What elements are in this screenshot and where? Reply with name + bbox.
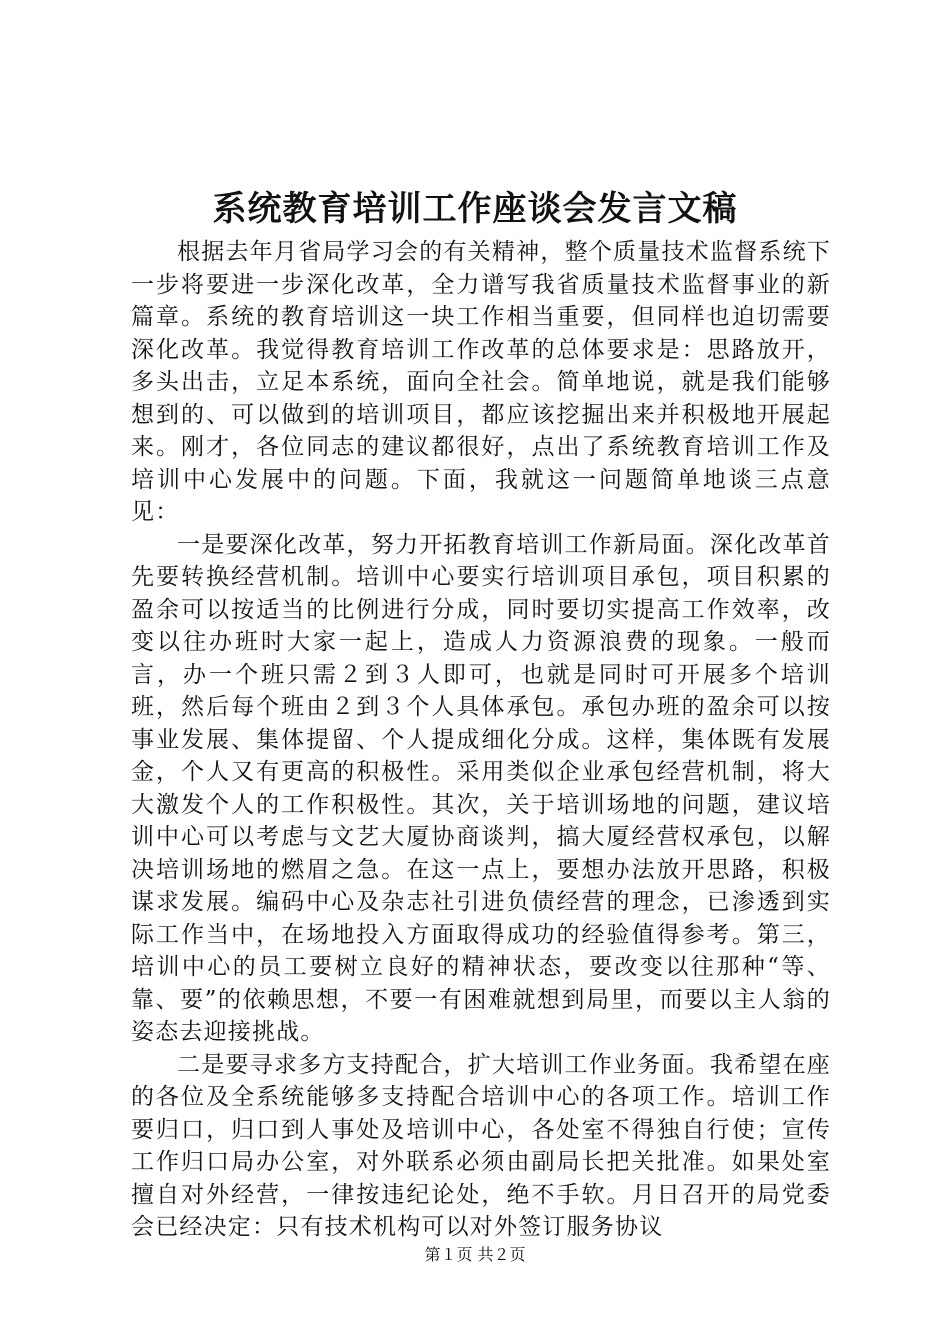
paragraph-intro: 根据去年月省局学习会的有关精神，整个质量技术监督系统下一步将要进一步深化改革，全力谱写我省质量技术监督事业的新篇章。系统的教育培训这一块工作相当重要，但同样也迫切需要深化改革。我觉得教育培训工作改革的总体要求是：思路放开，多头出击，立足本系统，面向全社会。简单地说，就是我们能够想到的、可以做到的培训项目，都应该挖掘出来并积极地开展起来。刚才，各位同志的建议都很好，点出了系统教育培训工作及培训中心发展中的问题。下面，我就这一问题简单地谈三点意见： [131,239,831,525]
paragraph-point-two: 二是要寻求多方支持配合，扩大培训工作业务面。我希望在座的各位及全系统能够多支持配合培训中心的各项工作。培训工作要归口，归口到人事处及培训中心，各处室不得独自行使；宣传工作归口局办公室，对外联系必须由副局长把关批准。如果处室擅自对外经营，一律按违纪论处，绝不手软。月日召开的局党委会已经决定：只有技术机构可以对外签订服务协议 [131,1051,831,1240]
paragraph-point-one: 一是要深化改革，努力开拓教育培训工作新局面。深化改革首先要转换经营机制。培训中心要实行培训项目承包，项目积累的盈余可以按适当的比例进行分成，同时要切实提高工作效率，改变以往办班时大家一起上，造成人力资源浪费的现象。一般而言，办一个班只需２到３人即可，也就是同时可开展多个培训班，然后每个班由２到３个人具体承包。承包办班的盈余可以按事业发展、集体提留、个人提成细化分成。这样，集体既有发展金，个人又有更高的积极性。采用类似企业承包经营机制，将大大激发个人的工作积极性。其次，关于培训场地的问题，建议培训中心可以考虑与文艺大厦协商谈判，搞大厦经营权承包，以解决培训场地的燃眉之急。在这一点上，要想办法放开思路，积极谋求发展。编码中心及杂志社引进负债经营的理念，已渗透到实际工作当中，在场地投入方面取得成功的经验值得参考。第三，培训中心的员工要树立良好的精神状态，要改变以往那种“等、靠、要”的依赖思想，不要一有困难就想到局里，而要以主人翁的姿态去迎接挑战。 [131,531,831,1045]
document-body [131,236,831,1244]
document-title: 系统教育培训工作座谈会发言文稿 [212,189,738,229]
page-footer: 第１页 共２页 [424,1245,526,1264]
